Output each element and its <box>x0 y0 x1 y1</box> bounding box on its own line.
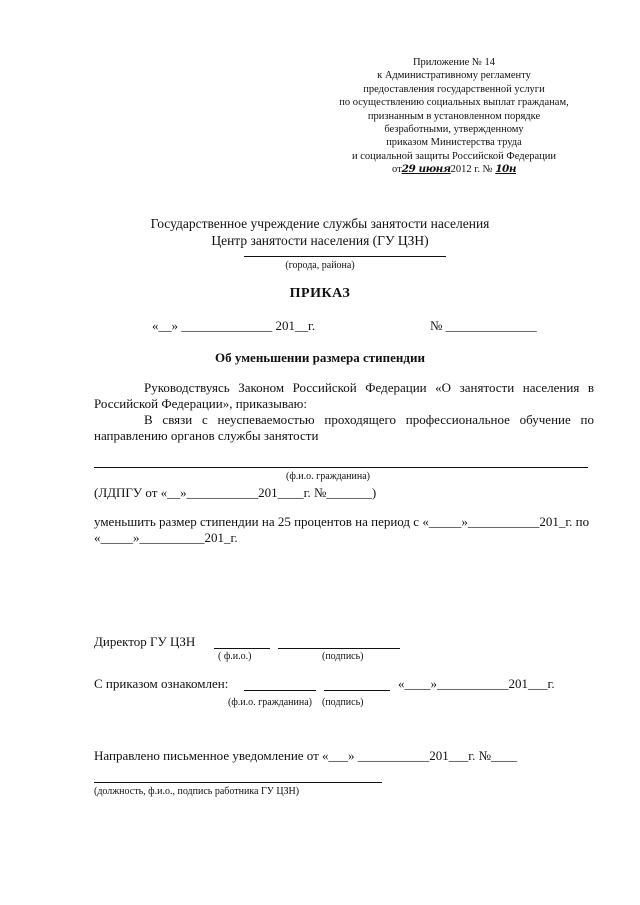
appendix-line: Приложение № 14 <box>412 57 496 68</box>
appendix-line: признанным в установленном порядке <box>367 110 541 122</box>
order-title: ПРИКАЗ <box>289 286 351 301</box>
order-date-line: «__» ______________ 201__г. <box>152 318 316 333</box>
citizen-caption: (ф.и.о. гражданина) <box>286 471 370 482</box>
order-subject: Об уменьшении размера стипендии <box>215 350 425 365</box>
reduce-line1: уменьшить размер стипендии на 25 процентов на период с «_____»___________201_г. по <box>94 514 590 529</box>
org-name: Государственное учреждение службы занятости населения <box>150 216 490 231</box>
ack-caption: (ф.и.о. гражданина) (подпись) <box>228 697 364 708</box>
para1-line1: Руководствуясь Законом Российской Федерации «О занятости населения в <box>144 380 594 395</box>
order-number-line: № ______________ <box>430 318 537 333</box>
appendix-line: безработными, утвержденному <box>384 124 524 136</box>
handwritten-number: 10н <box>495 163 517 176</box>
notice-line: Направлено письменное уведомление от «___» ___________201___г. №____ <box>94 748 518 763</box>
director-fio-line <box>214 648 270 649</box>
ldpgu-line: (ЛДПГУ от «__»___________201____г. №_______) <box>94 485 377 500</box>
appendix-line: по осуществлению социальных выплат гражданам, <box>339 97 569 109</box>
appendix-block <box>300 56 608 177</box>
appendix-line: приказом Министерства труда <box>386 137 522 149</box>
appendix-line: к Административному регламенту <box>377 70 531 82</box>
director-sign-caption: (подпись) <box>322 651 364 662</box>
para1-line2: Российской Федерации», приказываю: <box>94 396 307 411</box>
director-sign-line <box>278 648 400 649</box>
reduce-line2: «_____»__________201_г. <box>94 530 238 545</box>
appendix-date-line <box>300 163 608 176</box>
city-fill-line <box>244 256 446 257</box>
director-label: Директор ГУ ЦЗН <box>94 634 196 649</box>
appendix-date-prefix: от <box>391 164 402 176</box>
notice-sign-line <box>94 782 382 783</box>
director-fio-caption: ( ф.и.о.) <box>218 651 252 662</box>
ack-fio-line <box>244 690 316 691</box>
citizen-name-fill-line <box>94 467 588 468</box>
ack-label: С приказом ознакомлен: <box>94 676 229 691</box>
para2-line1: В связи с неуспеваемостью проходящего профессиональное обучение по <box>144 412 594 427</box>
ack-date-line: «____»___________201___г. <box>398 676 555 691</box>
appendix-line: и социальной защиты Российской Федерации <box>351 150 557 162</box>
city-caption: (города, района) <box>285 260 355 271</box>
appendix-line: предоставления государственной услуги <box>363 83 545 95</box>
ack-sign-line <box>324 690 390 691</box>
notice-caption: (должность, ф.и.о., подпись работника ГУ ЦЗН) <box>94 786 300 797</box>
appendix-date-mid: 2012 г. № <box>450 164 493 176</box>
employment-center-name: Центр занятости населения (ГУ ЦЗН) <box>211 233 429 248</box>
handwritten-date: 29 июня <box>401 163 451 176</box>
para2-line2: направлению органов службы занятости <box>94 428 319 443</box>
